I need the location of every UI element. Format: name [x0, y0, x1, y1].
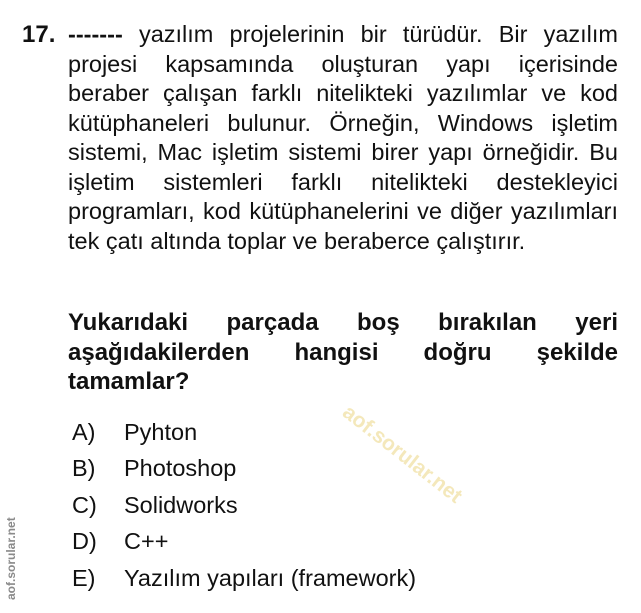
answer-options	[72, 414, 416, 597]
question-number: 17.	[22, 21, 56, 48]
option-letter: C)	[72, 491, 97, 518]
option-c[interactable]	[72, 487, 416, 524]
option-text: Yazılım yapıları (framework)	[124, 564, 417, 591]
blank-placeholder: -------	[68, 21, 123, 47]
option-letter: E)	[72, 564, 96, 591]
option-letter: A)	[72, 418, 96, 445]
watermark-diagonal: aof.sorular.net	[338, 400, 467, 508]
option-text: Pyhton	[124, 418, 198, 445]
option-letter: D)	[72, 528, 97, 555]
option-d[interactable]	[72, 524, 416, 561]
option-e[interactable]	[72, 560, 416, 597]
watermark-side: aof.sorular.net	[4, 517, 18, 600]
question-stem: Yukarıdaki parçada boş bırakılan yeri aşağıdakilerden hangisi doğru şekilde tamamlar?	[68, 309, 618, 395]
option-text: Photoshop	[124, 455, 237, 482]
option-text: C++	[124, 528, 169, 555]
question-passage	[68, 20, 618, 256]
option-letter: B)	[72, 455, 96, 482]
passage-text: yazılım projelerinin bir türüdür. Bir yazılım projesi kapsamında oluşturan yapı içerisinde beraber çalışan farklı nitelikteki yazılımlar ve kod kütüphaneleri bulunur. Örneğin, Windows işletim sistemi, Mac işletim sistemi birer yapı örneğidir. Bu işletim sistemleri farklı nitelikteki destekleyici programları, kod kütüphanelerini ve diğer yazılımları tek çatı altında toplar ve beraberce çalıştırır.	[68, 21, 618, 254]
option-text: Solidworks	[124, 491, 238, 518]
option-b[interactable]	[72, 451, 416, 488]
